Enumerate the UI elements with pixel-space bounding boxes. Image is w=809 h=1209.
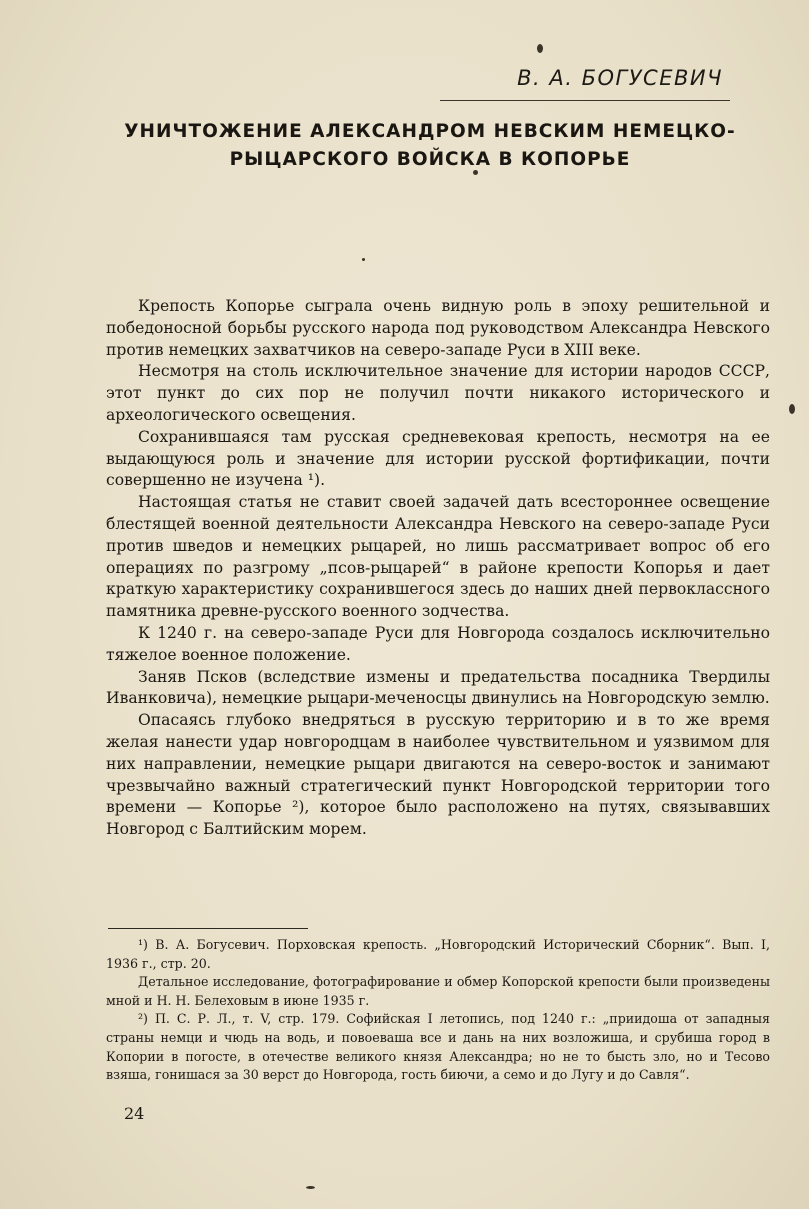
- paragraph: Настоящая статья не ставит своей задачей дать всестороннее освещение блестящей военной деятельности Александра Невского на северо-западе Руси против шведов и немецких рыцарей, но лишь рассматривает вопрос об его операциях по разгрому „псов-рыцарей“ в районе крепости Копорья и дает краткую характеристику сохранившегося здесь до наших дней первоклассного памятника древне-русского военного зодчества.: [106, 493, 770, 621]
- footnote: ¹) В. А. Богусевич. Порховская крепость. „Новгородский Исторический Сборник“. Вып. I, 1936 г., стр. 20.: [106, 937, 770, 971]
- scan-speck: [362, 258, 365, 261]
- paragraph: Заняв Псков (вследствие измены и предательства посадника Твердилы Иванковича), немецкие рыцари-меченосцы двинулись на Новгородскую землю.: [106, 667, 770, 708]
- author-name: В. А. БОГУСЕВИЧ: [517, 66, 723, 90]
- paragraph: К 1240 г. на северо-западе Руси для Новгорода создалось исключительно тяжелое военное положение.: [106, 623, 770, 664]
- scan-speck: [473, 170, 478, 175]
- title-line-2: РЫЦАРСКОГО ВОЙСКА В КОПОРЬЕ: [229, 149, 631, 170]
- paragraph: Сохранившаяся там русская средневековая крепость, несмотря на ее выдающуюся роль и значение для истории русской фортификации, почти совершенно не изучена ¹).: [106, 427, 770, 490]
- author-underline: [440, 100, 730, 101]
- footnote-separator: [108, 928, 308, 929]
- footnote: ²) П. С. Р. Л., т. V, стр. 179. Софийская I летопись, под 1240 г.: „приидоша от западныя страны немци и чюдь на водь, и повоеваша все и дань на них возложиша, и срубиша город в Копории в погосте, в отечестве великого князя Александра; но не то бысть зло, но и Тесово взяша, гонишася за 30 верст до Новгорода, гость биючи, а семо и до Лугу и до Савля“.: [106, 1011, 770, 1083]
- article-body: [106, 296, 770, 841]
- scan-speck: [789, 404, 795, 414]
- paragraph: Несмотря на столь исключительное значение для истории народов СССР, этот пункт до сих пор не получил почти никакого исторического и археологического освещения.: [106, 362, 770, 424]
- scan-speck: [537, 44, 543, 53]
- paragraph: Опасаясь глубоко внедряться в русскую территорию и в то же время желая нанести удар новгородцам в наиболее чувствительном и уязвимом для них направлении, немецкие рыцари двигаются на северо-восток и занимают чрезвычайно важный стратегический пункт Новгородской территории того времени — Копорье ²), которое было расположено на путях, связывавших Новгород с Балтийским морем.: [106, 711, 770, 839]
- paragraph: Крепость Копорье сыграла очень видную роль в эпоху решительной и победоносной борьбы русского народа под руководством Александра Невского против немецких захватчиков на северо-западе Руси в XIII веке.: [106, 297, 770, 359]
- page-number: 24: [124, 1104, 145, 1123]
- footnotes: [106, 936, 770, 1085]
- article-title: [110, 118, 750, 174]
- footnote: Детальное исследование, фотографирование и обмер Копорской крепости были произведены мной и Н. Н. Белеховым в июне 1935 г.: [106, 974, 770, 1008]
- scan-speck: [306, 1186, 315, 1189]
- title-line-1: УНИЧТОЖЕНИЕ АЛЕКСАНДРОМ НЕВСКИМ НЕМЕЦКО-: [124, 121, 736, 142]
